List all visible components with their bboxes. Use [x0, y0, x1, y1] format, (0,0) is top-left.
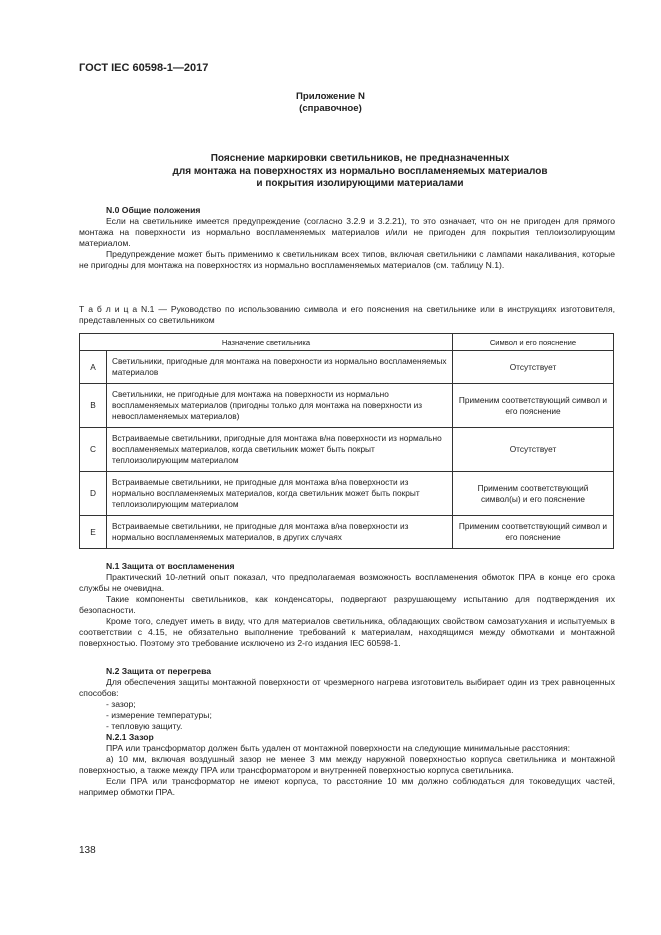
- list-item: - зазор;: [106, 699, 136, 709]
- annex-title: Приложение N: [296, 91, 365, 102]
- main-title: [120, 153, 600, 191]
- row-purpose: Светильники, не пригодные для монтажа на поверхности из нормально воспламеняемых материалов (пригодны только для монтажа на поверхности из невоспламеняемых материалов): [107, 384, 453, 428]
- table-row: [80, 472, 614, 516]
- section-heading: N.0 Общие положения: [106, 205, 201, 215]
- main-title-line: и покрытия изолирующими материалами: [256, 178, 464, 189]
- paragraph: Практический 10-летний опыт показал, что предполагаемая возможность воспламенения обмоток ПРА в конце его срока службы не очевидна.: [79, 572, 615, 593]
- row-letter: A: [80, 351, 107, 384]
- table-row: [80, 428, 614, 472]
- section-n2: [79, 666, 615, 798]
- paragraph: Предупреждение может быть применимо к светильникам всех типов, включая светильники с лампами накаливания, которые не пригодны для монтажа на поверхностях из нормально воспламеняемых материалов (см. таблицу N.1).: [79, 249, 615, 270]
- paragraph: Если ПРА или трансформатор не имеют корпуса, то расстояние 10 мм должно соблюдаться для токоведущих частей, например обмотки ПРА.: [79, 776, 615, 797]
- paragraph: ПРА или трансформатор должен быть удален от монтажной поверхности на следующие минимальные расстояния:: [106, 743, 571, 753]
- table-caption: Т а б л и ц а N.1 — Руководство по использованию символа и его пояснения на светильнике или в инструкциях изготовителя, представленных со светильником: [79, 304, 615, 325]
- row-symbol: Применим соответствующий символ(ы) и его пояснение: [453, 472, 614, 516]
- row-symbol: Применим соответствующий символ и его пояснение: [453, 516, 614, 549]
- table-row: [80, 384, 614, 428]
- section-n0: [79, 205, 615, 271]
- row-symbol: Отсутствует: [453, 351, 614, 384]
- main-title-line: для монтажа на поверхностях из нормально воспламеняемых материалов: [172, 165, 548, 177]
- section-heading: N.2.1 Зазор: [106, 732, 154, 742]
- row-purpose: Светильники, пригодные для монтажа на поверхности из нормально воспламеняемых материалов: [107, 351, 453, 384]
- paragraph: Для обеспечения защиты монтажной поверхности от чрезмерного нагрева изготовитель выбирает один из трех равноценных способов:: [79, 677, 615, 698]
- paragraph: а) 10 мм, включая воздушный зазор не менее 3 мм между наружной поверхностью корпуса светильника и монтажной поверхностью, а также между ПРА или трансформатором и внутренней поверхностью корпуса светильника.: [79, 754, 615, 775]
- page-number: 138: [79, 845, 96, 856]
- data-table: [79, 333, 614, 549]
- standard-header: ГОСТ IEC 60598-1—2017: [79, 62, 209, 74]
- row-letter: D: [80, 472, 107, 516]
- section-heading: N.1 Защита от воспламенения: [106, 561, 235, 571]
- row-purpose: Встраиваемые светильники, пригодные для монтажа в/на поверхности из нормально воспламеняемых материалов, когда светильник может быть покрыт теплоизолирующим материалом: [107, 428, 453, 472]
- row-purpose: Встраиваемые светильники, не пригодные для монтажа в/на поверхности из нормально воспламеняемых материалов, когда светильник может быть покрыт теплоизолирующим материалом: [107, 472, 453, 516]
- table-header-row: [80, 334, 614, 351]
- paragraph: Если на светильнике имеется предупреждение (согласно 3.2.9 и 3.2.21), то это означает, что он не пригоден для прямого монтажа на поверхности из нормально воспламеняемых материалов и/или не пригоден для покрытия теплоизолирующим материалом.: [79, 216, 615, 248]
- paragraph: Такие компоненты светильников, как конденсаторы, подвергают разрушающему испытанию для подтверждения их безопасности.: [79, 594, 615, 615]
- row-purpose: Встраиваемые светильники, не пригодные для монтажа в/на поверхности из нормально воспламеняемых материалов, в других случаях: [107, 516, 453, 549]
- row-symbol: Отсутствует: [453, 428, 614, 472]
- main-title-line: Пояснение маркировки светильников, не предназначенных: [210, 153, 510, 164]
- annex-note: (справочное): [299, 103, 362, 114]
- row-letter: E: [80, 516, 107, 549]
- table-row: [80, 351, 614, 384]
- table-header-symbol: Символ и его пояснение: [453, 334, 614, 351]
- row-symbol: Применим соответствующий символ и его пояснение: [453, 384, 614, 428]
- list-item: - измерение температуры;: [106, 710, 212, 720]
- row-letter: B: [80, 384, 107, 428]
- row-letter: C: [80, 428, 107, 472]
- section-heading: N.2 Защита от перегрева: [106, 666, 212, 676]
- list-item: - тепловую защиту.: [106, 721, 183, 731]
- table-row: [80, 516, 614, 549]
- table-header-purpose: Назначение светильника: [80, 334, 453, 351]
- section-n1: [79, 561, 615, 649]
- paragraph: Кроме того, следует иметь в виду, что для материалов светильника, обладающих свойством самозатухания и испытуемых в соответствии с 4.15, не обязательно выполнение требований к материалам, находящимся между обмотками и монтажной поверхностью. Поэтому это требование исключено из 2-го издания IEC 60598-1.: [79, 616, 615, 648]
